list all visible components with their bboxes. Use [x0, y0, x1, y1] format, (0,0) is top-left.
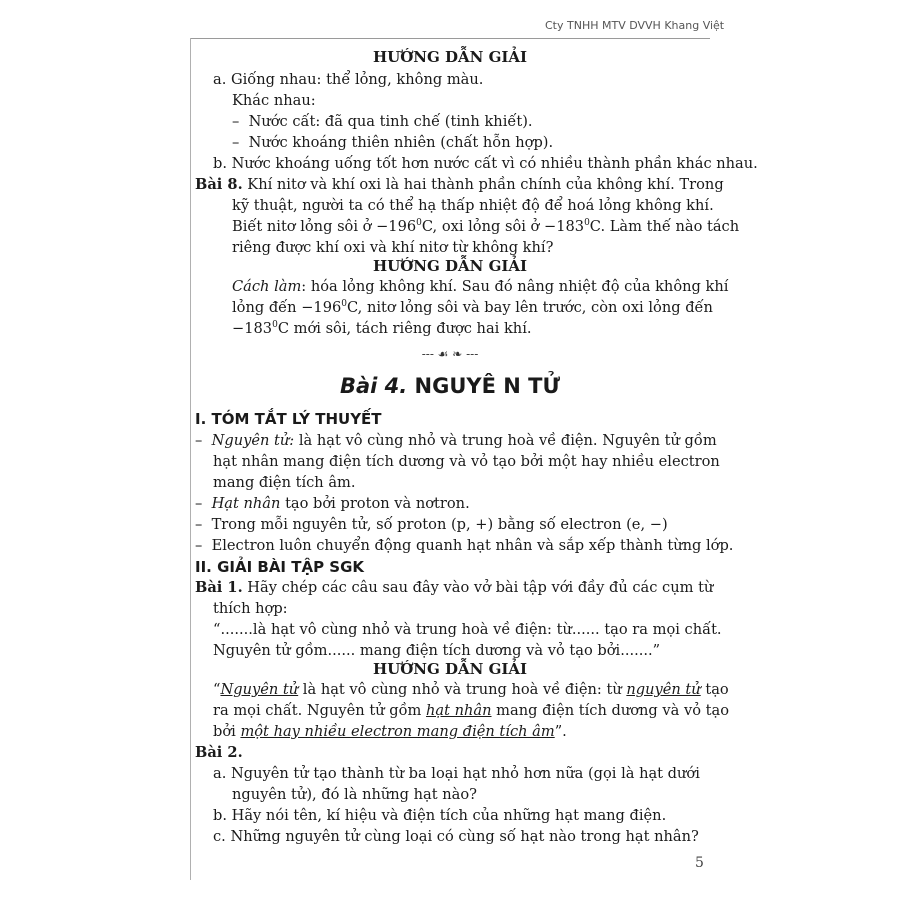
section-title: II. GIẢI BÀI TẬP SGK	[195, 558, 365, 576]
underlined-answer: nguyên tử	[626, 681, 701, 698]
text: ”.	[554, 723, 567, 740]
exercise-label: Bài 8.	[195, 176, 243, 193]
text: lỏng đến −196	[232, 299, 342, 316]
solution-heading: HƯỚNG DẪN GIẢI	[372, 660, 528, 678]
solution-line	[232, 319, 532, 339]
answer-line	[213, 701, 729, 721]
chapter-name: NGUYÊ N TỬ	[414, 374, 561, 398]
text: C mới sôi, tách riêng được hai khí.	[277, 320, 532, 337]
theory-item-cont: hạt nhân mang điện tích dương và vỏ tạo bởi một hay nhiều electron	[213, 453, 720, 470]
solution-heading: HƯỚNG DẪN GIẢI	[372, 48, 528, 66]
dash: –	[195, 495, 203, 512]
superscript: 0	[416, 218, 422, 229]
difference-item	[232, 112, 533, 132]
superscript: 0	[341, 299, 348, 310]
chapter-title	[0, 373, 900, 399]
exercise-label: Bài 1.	[195, 579, 243, 596]
answer-a	[213, 70, 483, 90]
method-label: Cách làm	[232, 278, 302, 295]
question-c	[213, 827, 699, 847]
quote-line: “.......là hạt vô cùng nhỏ và trung hoà về điện: từ...... tạo ra mọi chất.	[213, 621, 722, 638]
list-label: c.	[213, 828, 226, 845]
theory-item	[195, 515, 668, 535]
text: Hãy nói tên, kí hiệu và điện tích của những hạt mang điện.	[231, 807, 667, 824]
answer-line	[213, 722, 567, 742]
theory-item	[195, 431, 717, 451]
item-text: Nước khoáng thiên nhiên (chất hỗn hợp).	[248, 134, 554, 151]
text: C, oxi lỏng sôi ở −183	[421, 218, 585, 235]
list-label: b.	[213, 807, 227, 824]
superscript: 0	[272, 320, 278, 331]
solution-line	[232, 298, 713, 318]
text: tạo	[700, 681, 729, 698]
text: Những nguyên tử cùng loại có cùng số hạt nào trong hạt nhân?	[230, 828, 699, 845]
difference-label: Khác nhau:	[232, 92, 316, 109]
theory-item-cont: mang điện tích âm.	[213, 474, 356, 491]
list-label: a.	[213, 71, 227, 88]
page-number: 5	[695, 855, 704, 871]
exercise-label: Bài 2.	[195, 744, 243, 761]
exercise-8-line: riêng được khí oxi và khí nitơ từ không khí?	[232, 239, 554, 256]
exercise-8-line	[232, 217, 739, 237]
exercise-1-line	[195, 578, 713, 598]
dash: –	[232, 113, 240, 130]
question-a-cont: nguyên tử), đó là những hạt nào?	[232, 786, 477, 803]
text: Trong mỗi nguyên tử, số proton (p, +) bằng số electron (e, −)	[211, 516, 668, 533]
text: mang điện tích dương và vỏ tạo	[491, 702, 730, 719]
underlined-answer: một hay nhiều electron mang điện tích âm	[240, 723, 555, 740]
list-label: b.	[213, 155, 227, 172]
header-rule	[190, 38, 710, 39]
underlined-answer: hạt nhân	[426, 702, 492, 719]
theory-item	[195, 494, 470, 514]
text: là hạt vô cùng nhỏ và trung hoà về điện. Nguyên tử gồm	[298, 432, 717, 449]
term: Nguyên tử:	[211, 432, 295, 449]
question-b	[213, 806, 666, 826]
dash: –	[195, 432, 203, 449]
exercise-8-line: kỹ thuật, người ta có thể hạ thấp nhiệt độ để hoá lỏng không khí.	[232, 197, 714, 214]
underlined-answer: Nguyên tử	[220, 681, 299, 698]
theory-item	[195, 536, 733, 556]
list-label: a.	[213, 765, 227, 782]
text: “	[213, 681, 221, 698]
text: C. Làm thế nào tách	[589, 218, 740, 235]
margin-rule	[190, 38, 191, 880]
difference-item	[232, 133, 553, 153]
text: Hãy chép các câu sau đây vào vở bài tập với đầy đủ các cụm từ	[247, 579, 714, 596]
text: C, nitơ lỏng sôi và bay lên trước, còn oxi lỏng đến	[347, 299, 713, 316]
text: bởi	[213, 723, 241, 740]
text: −183	[232, 320, 273, 337]
chapter-prefix: Bài 4.	[339, 374, 408, 398]
term: Hạt nhân	[211, 495, 281, 512]
answer-line	[213, 680, 729, 700]
text: Nguyên tử tạo thành từ ba loại hạt nhỏ hơn nữa (gọi là hạt dưới	[230, 765, 700, 782]
publisher-header: Cty TNHH MTV DVVH Khang Việt	[545, 19, 725, 32]
text: Biết nitơ lỏng sôi ở −196	[232, 218, 417, 235]
quote-line: Nguyên tử gồm...... mang điện tích dương và vỏ tạo bởi.......”	[213, 642, 661, 659]
text: ra mọi chất. Nguyên tử gồm	[213, 702, 426, 719]
dash: –	[195, 537, 203, 554]
divider-ornament: --- ☙ ❧ ---	[421, 347, 479, 361]
answer-text: Giống nhau: thể lỏng, không màu.	[230, 71, 484, 88]
superscript: 0	[584, 218, 590, 229]
question-a	[213, 764, 700, 784]
dash: –	[232, 134, 240, 151]
answer-b	[213, 154, 758, 174]
text: Khí nitơ và khí oxi là hai thành phần chính của không khí. Trong	[247, 176, 724, 193]
exercise-1-line: thích hợp:	[213, 600, 288, 617]
solution-heading: HƯỚNG DẪN GIẢI	[372, 257, 528, 275]
dash: –	[195, 516, 203, 533]
item-text: Nước cất: đã qua tinh chế (tinh khiết).	[248, 113, 533, 130]
text: là hạt vô cùng nhỏ và trung hoà về điện: từ	[298, 681, 627, 698]
section-title: I. TÓM TẮT LÝ THUYẾT	[195, 410, 382, 428]
text: : hóa lỏng không khí. Sau đó nâng nhiệt độ của không khí	[301, 278, 729, 295]
text: tạo bởi proton và nơtron.	[285, 495, 470, 512]
text: Electron luôn chuyển động quanh hạt nhân và sắp xếp thành từng lớp.	[211, 537, 734, 554]
answer-text: Nước khoáng uống tốt hơn nước cất vì có nhiều thành phần khác nhau.	[231, 155, 758, 172]
solution-line	[232, 277, 728, 297]
exercise-8-line	[195, 175, 724, 195]
